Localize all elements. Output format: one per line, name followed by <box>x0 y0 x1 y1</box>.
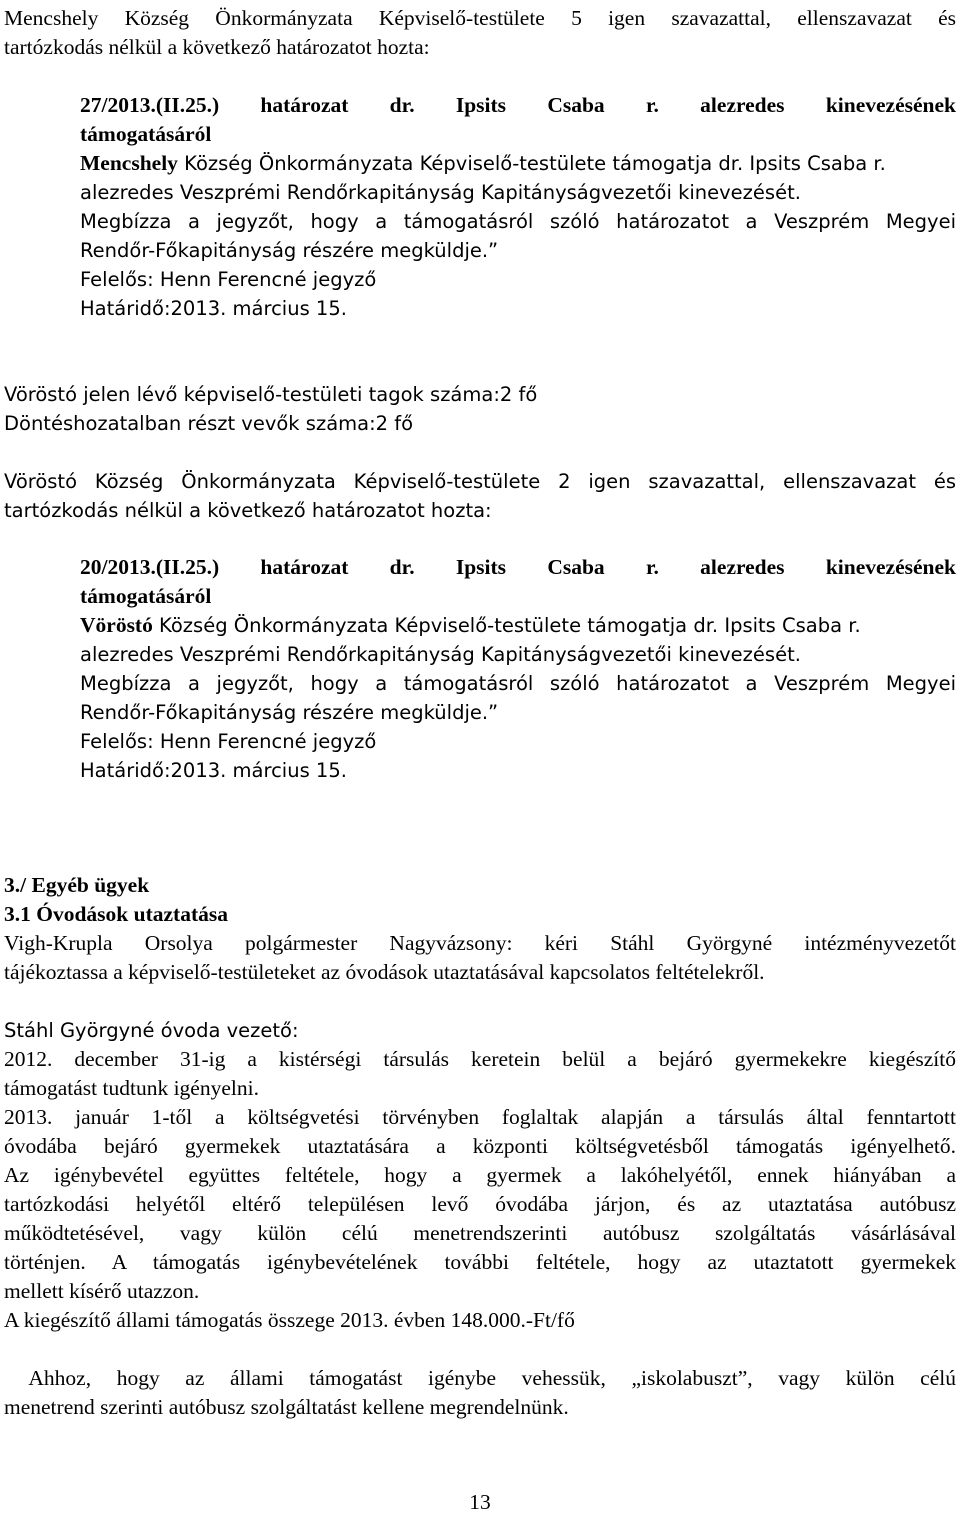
resolution-text: Község Önkormányzata Képviselő-testülete támogatja dr. Ipsits Csaba r. <box>152 614 861 637</box>
resolution-title: 20/2013.(II.25.) határozat dr. Ipsits Csaba r. alezredes kinevezésének <box>80 555 956 579</box>
intro-line: Vöröstó Község Önkormányzata Képviselő-testülete 2 igen szavazattal, ellenszavazat és <box>4 470 956 493</box>
paragraph-line: 2013. január 1-től a költségvetési törvényben foglaltak alapján a társulás által fenntartott <box>4 1105 956 1129</box>
paragraph-line: 2012. december 31-ig a kistérségi társulás keretein belül a bejáró gyermekekre kiegészítő <box>4 1047 956 1071</box>
deadline-line: Határidő:2013. március 15. <box>80 759 347 782</box>
resolution-body <box>80 149 956 178</box>
responsible-line: Felelős: Henn Ferencné jegyző <box>80 730 377 753</box>
paragraph-line: mellett kísérő utazzon. <box>4 1279 200 1303</box>
speaker-label: Stáhl Györgyné óvoda vezető: <box>4 1019 299 1042</box>
responsible-line: Felelős: Henn Ferencné jegyző <box>80 268 377 291</box>
resolution-text: alezredes Veszprémi Rendőrkapitányság Kapitányságvezetői kinevezését. <box>80 643 801 666</box>
deadline-line: Határidő:2013. március 15. <box>80 297 347 320</box>
resolution-text: alezredes Veszprémi Rendőrkapitányság Kapitányságvezetői kinevezését. <box>80 181 801 204</box>
present-members: Vöröstó jelen lévő képviselő-testületi tagok száma:2 fő <box>4 383 538 406</box>
resolution-title: támogatásáról <box>80 584 212 608</box>
intro-line: Mencshely Község Önkormányzata Képviselő-testülete 5 igen szavazattal, ellenszavazat és <box>4 6 956 30</box>
paragraph-line: A kiegészítő állami támogatás összege 2013. évben 148.000.-Ft/fő <box>4 1308 575 1332</box>
resolution-text: Megbízza a jegyzőt, hogy a támogatásról szóló határozatot a Veszprém Megyei <box>80 210 956 233</box>
paragraph-line: támogatást tudtunk igényelni. <box>4 1076 259 1100</box>
paragraph-line: menetrend szerinti autóbusz szolgáltatást kellene megrendelnünk. <box>4 1395 569 1419</box>
section-heading: 3./ Egyéb ügyek <box>4 873 150 897</box>
resolution-text: Község Önkormányzata Képviselő-testülete támogatja dr. Ipsits Csaba r. <box>177 152 886 175</box>
resolution-body <box>80 611 956 640</box>
paragraph-line: működtetésével, vagy külön célú menetrendszerinti autóbusz szolgáltatás vásárlásával <box>4 1221 956 1245</box>
resolution-title: 27/2013.(II.25.) határozat dr. Ipsits Csaba r. alezredes kinevezésének <box>80 93 956 117</box>
intro-line: tartózkodás nélkül a következő határozatot hozta: <box>4 35 430 59</box>
resolution-title: támogatásáról <box>80 122 212 146</box>
page-number: 13 <box>469 1490 491 1514</box>
resolution-text: Rendőr-Főkapitányság részére megküldje.” <box>80 239 499 262</box>
paragraph-line: Ahhoz, hogy az állami támogatást igénybe vehessük, „iskolabuszt”, vagy külön célú <box>4 1366 956 1390</box>
intro-line: tartózkodás nélkül a következő határozatot hozta: <box>4 499 492 522</box>
municipality-name: Vöröstó <box>80 613 153 637</box>
resolution-text: Rendőr-Főkapitányság részére megküldje.” <box>80 701 499 724</box>
paragraph-line: Vigh-Krupla Orsolya polgármester Nagyvázsony: kéri Stáhl Györgyné intézményvezetőt <box>4 931 956 955</box>
paragraph-line: történjen. A támogatás igénybevételének további feltétele, hogy az utaztatott gyermekek <box>4 1250 956 1274</box>
paragraph-line: tartózkodási helyétől eltérő településen levő óvodába járjon, és az utaztatása autóbusz <box>4 1192 956 1216</box>
paragraph-line: tájékoztassa a képviselő-testületeket az óvodások utaztatásával kapcsolatos feltételekről. <box>4 960 765 984</box>
deciding-members: Döntéshozatalban részt vevők száma:2 fő <box>4 412 414 435</box>
resolution-text: Megbízza a jegyzőt, hogy a támogatásról szóló határozatot a Veszprém Megyei <box>80 672 956 695</box>
municipality-name: Mencshely <box>80 151 178 175</box>
paragraph-line: óvodába bejáró gyermekek utaztatására a központi költségvetésből támogatás igényelhető. <box>4 1134 956 1158</box>
paragraph-line: Az igénybevétel együttes feltétele, hogy a gyermek a lakóhelyétől, ennek hiányában a <box>4 1163 956 1187</box>
section-subheading: 3.1 Óvodások utaztatása <box>4 902 228 926</box>
